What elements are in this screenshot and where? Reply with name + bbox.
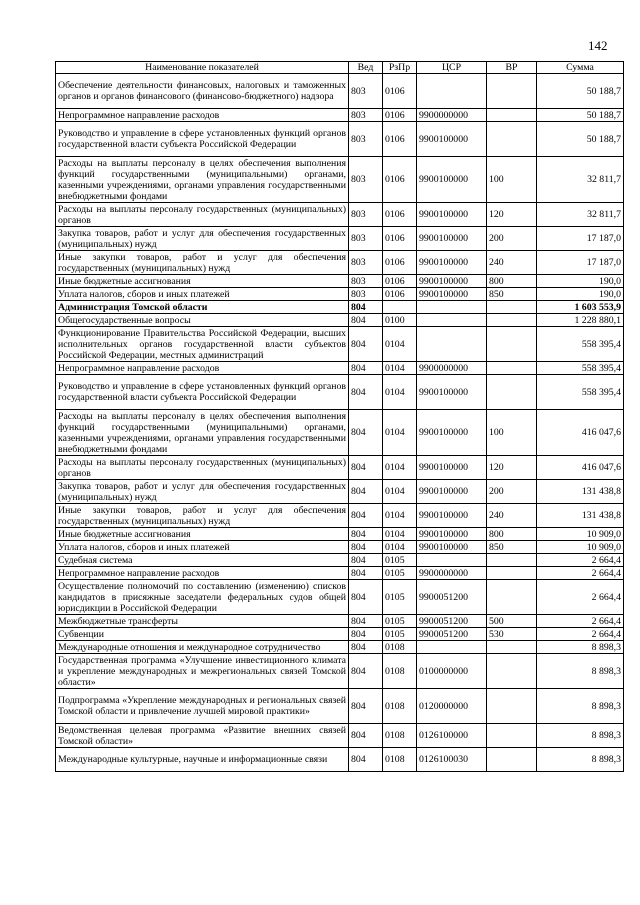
cell-csr [417,314,487,327]
budget-table [55,61,624,772]
cell-vr [487,567,537,580]
table-row [56,375,624,410]
table-row [56,327,624,362]
cell-name: Ведомственная целевая программа «Развитие внешних связей Томской области» [56,724,349,748]
cell-rzpr: 0106 [383,203,417,227]
cell-name: Судебная система [56,554,349,567]
cell-rzpr: 0106 [383,157,417,203]
cell-csr: 9900000000 [417,567,487,580]
cell-csr [417,327,487,362]
cell-vr [487,362,537,375]
cell-name: Руководство и управление в сфере установленных функций органов государственной власти субъекта Российской Федерации [56,375,349,410]
cell-vr: 850 [487,541,537,554]
table-row [56,362,624,375]
cell-name: Администрация Томской области [56,301,349,314]
cell-vr [487,689,537,724]
cell-vr [487,314,537,327]
cell-sum: 416 047,6 [537,410,624,456]
cell-ved: 803 [349,74,383,109]
table-row [56,641,624,654]
cell-csr: 9900051200 [417,628,487,641]
cell-vr [487,654,537,689]
cell-ved: 804 [349,301,383,314]
cell-csr: 0126100030 [417,748,487,772]
cell-ved: 803 [349,251,383,275]
cell-name: Обеспечение деятельности финансовых, налоговых и таможенных органов и органов финансового (финансово-бюджетного) надзора [56,74,349,109]
table-row [56,567,624,580]
cell-ved: 804 [349,748,383,772]
cell-rzpr: 0105 [383,554,417,567]
cell-rzpr: 0108 [383,654,417,689]
header-ved: Вед [349,62,383,74]
table-row [56,541,624,554]
cell-rzpr: 0104 [383,362,417,375]
table-row [56,504,624,528]
cell-sum: 50 188,7 [537,122,624,157]
cell-name: Непрограммное направление расходов [56,567,349,580]
table-row [56,689,624,724]
cell-vr: 120 [487,203,537,227]
cell-vr: 240 [487,504,537,528]
table-row [56,480,624,504]
cell-vr [487,554,537,567]
table-header-row [56,62,624,74]
cell-csr: 9900100000 [417,541,487,554]
table-body [56,74,624,772]
cell-ved: 804 [349,615,383,628]
cell-rzpr: 0105 [383,615,417,628]
cell-rzpr: 0104 [383,375,417,410]
cell-name: Руководство и управление в сфере установленных функций органов государственной власти субъекта Российской Федерации [56,122,349,157]
cell-csr: 9900100000 [417,375,487,410]
cell-ved: 803 [349,157,383,203]
cell-rzpr: 0106 [383,74,417,109]
table-row [56,748,624,772]
cell-csr: 9900100000 [417,528,487,541]
cell-csr: 0126100000 [417,724,487,748]
cell-ved: 803 [349,275,383,288]
table-row [56,74,624,109]
cell-name: Международные отношения и международное сотрудничество [56,641,349,654]
cell-rzpr: 0108 [383,724,417,748]
table-row [56,251,624,275]
cell-name: Расходы на выплаты персоналу государственных (муниципальных) органов [56,203,349,227]
cell-sum: 8 898,3 [537,654,624,689]
cell-ved: 804 [349,654,383,689]
cell-name: Уплата налогов, сборов и иных платежей [56,541,349,554]
cell-csr [417,301,487,314]
cell-vr: 240 [487,251,537,275]
cell-sum: 50 188,7 [537,109,624,122]
table-row [56,724,624,748]
table-row [56,615,624,628]
cell-ved: 804 [349,724,383,748]
cell-vr: 800 [487,528,537,541]
cell-rzpr: 0104 [383,528,417,541]
cell-vr [487,724,537,748]
cell-sum: 17 187,0 [537,251,624,275]
cell-ved: 804 [349,314,383,327]
cell-name: Иные бюджетные ассигнования [56,528,349,541]
cell-rzpr: 0104 [383,327,417,362]
cell-ved: 804 [349,362,383,375]
header-vr: ВР [487,62,537,74]
cell-rzpr: 0104 [383,480,417,504]
cell-sum: 8 898,3 [537,748,624,772]
cell-ved: 804 [349,554,383,567]
cell-sum: 2 664,4 [537,554,624,567]
cell-sum: 558 395,4 [537,362,624,375]
cell-csr: 9900100000 [417,480,487,504]
cell-ved: 803 [349,227,383,251]
cell-name: Международные культурные, научные и информационные связи [56,748,349,772]
cell-sum: 1 228 880,1 [537,314,624,327]
cell-name: Подпрограмма «Укрепление международных и региональных связей Томской области и привлечение лучшей мировой практики» [56,689,349,724]
header-csr: ЦСР [417,62,487,74]
table-row [56,109,624,122]
cell-csr: 9900051200 [417,615,487,628]
page-number: 142 [588,38,608,53]
cell-vr [487,641,537,654]
cell-csr: 9900051200 [417,580,487,615]
cell-rzpr: 0106 [383,288,417,301]
cell-csr [417,641,487,654]
cell-vr [487,122,537,157]
cell-rzpr: 0108 [383,641,417,654]
cell-rzpr: 0100 [383,314,417,327]
header-name: Наименование показателей [56,62,349,74]
cell-csr: 9900100000 [417,288,487,301]
cell-sum: 1 603 553,9 [537,301,624,314]
cell-name: Общегосударственные вопросы [56,314,349,327]
cell-name: Непрограммное направление расходов [56,362,349,375]
table-row [56,301,624,314]
cell-rzpr: 0104 [383,504,417,528]
cell-name: Расходы на выплаты персоналу в целях обеспечения выполнения функций государственными (муниципальными) органами, казенными учреждениями, органами управления государственными внебюджетными фондами [56,410,349,456]
cell-name: Закупка товаров, работ и услуг для обеспечения государственных (муниципальных) нужд [56,227,349,251]
cell-sum: 50 188,7 [537,74,624,109]
table-row [56,122,624,157]
cell-name: Расходы на выплаты персоналу в целях обеспечения выполнения функций государственными (муниципальными) органами, казенными учреждениями, органами управления государственными внебюджетными фондами [56,157,349,203]
cell-ved: 804 [349,628,383,641]
cell-ved: 804 [349,641,383,654]
cell-sum: 558 395,4 [537,327,624,362]
cell-ved: 804 [349,456,383,480]
cell-vr [487,748,537,772]
cell-csr: 9900100000 [417,504,487,528]
cell-name: Осуществление полномочий по составлению (изменению) списков кандидатов в присяжные заседатели федеральных судов общей юрисдикции в Российской Федерации [56,580,349,615]
cell-ved: 804 [349,327,383,362]
table-row [56,157,624,203]
cell-sum: 32 811,7 [537,203,624,227]
cell-vr: 850 [487,288,537,301]
cell-ved: 804 [349,528,383,541]
cell-sum: 10 909,0 [537,528,624,541]
cell-ved: 804 [349,689,383,724]
cell-ved: 803 [349,109,383,122]
cell-csr: 9900100000 [417,251,487,275]
cell-vr: 100 [487,410,537,456]
cell-name: Государственная программа «Улучшение инвестиционного климата и укрепление международных и межрегиональных связей Томской области» [56,654,349,689]
cell-ved: 804 [349,580,383,615]
cell-rzpr: 0106 [383,122,417,157]
header-sum: Сумма [537,62,624,74]
cell-vr [487,74,537,109]
cell-rzpr: 0104 [383,456,417,480]
cell-rzpr: 0106 [383,109,417,122]
cell-sum: 190,0 [537,275,624,288]
cell-csr: 9900100000 [417,456,487,480]
cell-name: Иные бюджетные ассигнования [56,275,349,288]
table-row [56,275,624,288]
cell-sum: 558 395,4 [537,375,624,410]
cell-rzpr [383,301,417,314]
cell-ved: 804 [349,504,383,528]
cell-vr: 530 [487,628,537,641]
cell-name: Функционирование Правительства Российской Федерации, высших исполнительных органов государственной власти субъектов Российской Федерации, местных администраций [56,327,349,362]
cell-csr: 0100000000 [417,654,487,689]
cell-vr: 100 [487,157,537,203]
cell-rzpr: 0104 [383,541,417,554]
cell-vr: 200 [487,480,537,504]
cell-name: Межбюджетные трансферты [56,615,349,628]
table-row [56,528,624,541]
cell-vr [487,375,537,410]
cell-csr: 0120000000 [417,689,487,724]
table-row [56,227,624,251]
cell-name: Уплата налогов, сборов и иных платежей [56,288,349,301]
table-row [56,554,624,567]
cell-name: Непрограммное направление расходов [56,109,349,122]
cell-sum: 2 664,4 [537,567,624,580]
cell-vr [487,109,537,122]
cell-csr: 9900100000 [417,227,487,251]
cell-vr [487,327,537,362]
cell-sum: 17 187,0 [537,227,624,251]
cell-rzpr: 0104 [383,410,417,456]
cell-name: Закупка товаров, работ и услуг для обеспечения государственных (муниципальных) нужд [56,480,349,504]
cell-rzpr: 0108 [383,748,417,772]
cell-rzpr: 0108 [383,689,417,724]
table-row [56,410,624,456]
cell-sum: 32 811,7 [537,157,624,203]
cell-ved: 803 [349,203,383,227]
cell-sum: 8 898,3 [537,689,624,724]
cell-sum: 2 664,4 [537,628,624,641]
cell-rzpr: 0105 [383,580,417,615]
cell-sum: 10 909,0 [537,541,624,554]
cell-csr [417,554,487,567]
cell-name: Иные закупки товаров, работ и услуг для обеспечения государственных (муниципальных) нужд [56,504,349,528]
cell-ved: 803 [349,288,383,301]
cell-sum: 8 898,3 [537,724,624,748]
cell-csr: 9900100000 [417,203,487,227]
cell-csr: 9900100000 [417,275,487,288]
cell-ved: 804 [349,541,383,554]
cell-sum: 2 664,4 [537,580,624,615]
cell-rzpr: 0106 [383,227,417,251]
cell-name: Субвенции [56,628,349,641]
cell-sum: 2 664,4 [537,615,624,628]
cell-vr: 800 [487,275,537,288]
cell-rzpr: 0105 [383,628,417,641]
cell-rzpr: 0106 [383,251,417,275]
cell-rzpr: 0105 [383,567,417,580]
cell-csr: 9900100000 [417,410,487,456]
cell-name: Иные закупки товаров, работ и услуг для обеспечения государственных (муниципальных) нужд [56,251,349,275]
cell-ved: 804 [349,567,383,580]
table-row [56,628,624,641]
cell-vr: 120 [487,456,537,480]
table-row [56,654,624,689]
cell-csr: 9900100000 [417,122,487,157]
cell-csr: 9900000000 [417,109,487,122]
cell-ved: 803 [349,122,383,157]
cell-sum: 416 047,6 [537,456,624,480]
cell-sum: 8 898,3 [537,641,624,654]
table-row [56,314,624,327]
cell-sum: 190,0 [537,288,624,301]
cell-sum: 131 438,8 [537,480,624,504]
cell-vr [487,301,537,314]
cell-vr: 500 [487,615,537,628]
table-row [56,456,624,480]
header-rzpr: РзПр [383,62,417,74]
table-row [56,203,624,227]
cell-csr: 9900100000 [417,157,487,203]
table-row [56,288,624,301]
cell-vr: 200 [487,227,537,251]
cell-ved: 804 [349,480,383,504]
cell-ved: 804 [349,375,383,410]
cell-csr: 9900000000 [417,362,487,375]
cell-sum: 131 438,8 [537,504,624,528]
cell-rzpr: 0106 [383,275,417,288]
cell-vr [487,580,537,615]
cell-name: Расходы на выплаты персоналу государственных (муниципальных) органов [56,456,349,480]
cell-csr [417,74,487,109]
table-row [56,580,624,615]
cell-ved: 804 [349,410,383,456]
